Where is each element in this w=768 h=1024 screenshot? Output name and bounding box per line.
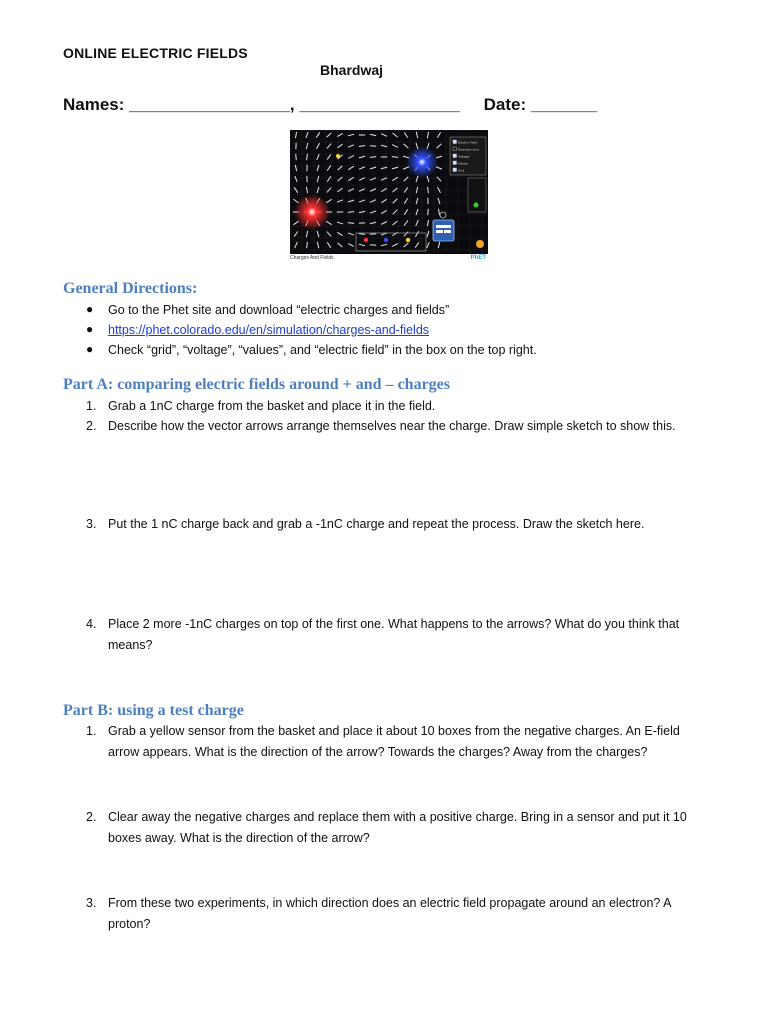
field-arrow — [416, 198, 418, 204]
field-arrow — [437, 177, 441, 182]
field-arrow — [359, 234, 365, 235]
part-b-item-3: From these two experiments, in which direction does an electric field propagate around an electron? A proton? — [108, 896, 671, 931]
part-a-item-2: Describe how the vector arrows arrange themselves near the charge. Draw simple sketch to show this. — [108, 419, 676, 433]
field-arrow — [317, 176, 319, 182]
field-arrow — [438, 198, 440, 204]
field-arrow — [404, 220, 408, 225]
checkbox-icon — [453, 168, 457, 172]
item-number: 3. — [86, 896, 97, 910]
field-arrow — [392, 133, 397, 137]
part-a-item-3: Put the 1 nC charge back and grab a -1nC charge and repeat the process. Draw the sketch here. — [108, 517, 645, 531]
field-arrow — [415, 242, 419, 247]
voltmeter-tool — [433, 212, 454, 241]
general-bullet-3: Check “grid”, “voltage”, “values”, and “electric field” in the box on the top right. — [108, 343, 537, 357]
field-arrow — [427, 231, 429, 237]
field-arrow — [392, 167, 398, 169]
field-arrow — [392, 244, 398, 247]
checkbox-label: Values — [458, 161, 468, 166]
sensor-dot — [336, 154, 340, 158]
item-number: 2. — [86, 419, 97, 433]
field-arrow — [393, 199, 398, 203]
checkbox-label: Electric Field — [458, 140, 477, 145]
control-panel — [450, 137, 486, 175]
field-arrow — [306, 187, 307, 193]
field-arrow — [317, 154, 319, 160]
part-b-heading: Part B: using a test charge — [63, 702, 244, 719]
part-b-item-2: Clear away the negative charges and replace them with a positive charge. Bring in a sensor and put it 10 boxes away. What is the direction of the arrow? — [108, 810, 687, 845]
field-arrow — [348, 244, 354, 247]
field-arrow — [338, 243, 343, 247]
item-number: 2. — [86, 810, 97, 824]
field-arrow — [348, 166, 353, 169]
checkbox-icon — [453, 147, 457, 151]
part-a-item-1: Grab a 1nC charge from the basket and place it in the field. — [108, 399, 436, 413]
tape-measure-icon — [474, 203, 479, 208]
field-arrow — [326, 221, 331, 224]
field-arrow — [348, 200, 354, 202]
field-arrow — [348, 233, 354, 235]
reset-button-icon — [476, 240, 484, 248]
field-arrow — [348, 212, 354, 213]
field-arrow — [307, 242, 308, 248]
checkbox-label: Voltage — [458, 154, 470, 159]
general-bullet-1: Go to the Phet site and download “electric charges and fields” — [108, 303, 450, 317]
field-arrow — [317, 231, 319, 237]
field-arrow — [294, 231, 298, 236]
field-arrow — [327, 154, 331, 159]
field-arrow — [427, 242, 430, 248]
field-arrow — [327, 176, 331, 181]
field-arrow — [348, 145, 354, 147]
field-arrow — [338, 177, 343, 181]
field-arrow — [370, 211, 376, 213]
item-number: 4. — [86, 617, 97, 631]
field-arrow — [370, 222, 376, 223]
field-arrow — [306, 132, 308, 138]
field-arrow — [317, 242, 319, 248]
field-arrow — [392, 145, 398, 148]
field-arrow — [404, 132, 408, 137]
field-arrow — [359, 146, 365, 147]
checkbox-label: Direction only — [458, 147, 479, 152]
figure-caption — [290, 255, 488, 265]
field-arrow — [326, 199, 331, 202]
field-arrow — [404, 243, 409, 247]
checkbox-icon — [453, 140, 457, 144]
part-b-item-1: Grab a yellow sensor from the basket and place it about 10 boxes from the negative charges. An E-field arrow appears. What is the direction of the arrow? Towards the charges? Away from the charges? — [108, 724, 680, 759]
field-arrow — [348, 134, 354, 136]
figure-caption-left: Charges And Fields — [290, 255, 334, 261]
field-arrow — [348, 223, 354, 224]
field-arrow — [316, 132, 320, 137]
checkbox-icon — [453, 161, 457, 165]
bullet-dot: ● — [86, 342, 94, 356]
field-arrow — [427, 132, 428, 138]
field-figure-svg — [290, 130, 488, 254]
phet-simulation-link[interactable]: https://phet.colorado.edu/en/simulation/charges-and-fields — [108, 323, 430, 337]
field-arrow — [439, 209, 440, 215]
item-number: 1. — [86, 399, 97, 413]
field-arrow — [415, 231, 418, 237]
field-arrow — [404, 198, 407, 203]
field-arrow — [428, 187, 429, 193]
item-number: 3. — [86, 517, 97, 531]
field-arrow — [438, 242, 439, 248]
positive-charge-glow — [294, 194, 330, 230]
field-arrow — [392, 157, 398, 158]
field-arrow — [427, 220, 428, 226]
field-arrow — [370, 234, 376, 235]
item-number: 1. — [86, 724, 97, 738]
field-arrow — [404, 144, 409, 148]
field-arrow — [370, 167, 376, 169]
field-arrow — [348, 156, 354, 159]
field-arrow — [295, 242, 298, 248]
field-arrow — [295, 132, 296, 138]
field-arrow — [327, 232, 331, 237]
names-date-line: Names: _________________, _________________ Date: _______ — [63, 95, 598, 114]
checkbox-label: Grid — [458, 168, 465, 173]
field-arrow — [437, 132, 440, 137]
field-arrow — [327, 242, 330, 247]
field-arrow — [295, 176, 297, 182]
general-directions-heading: General Directions: — [63, 280, 198, 297]
bullet-dot: ● — [86, 322, 94, 336]
field-arrow — [370, 134, 376, 135]
field-arrow — [359, 211, 365, 212]
field-arrow — [404, 177, 409, 182]
document-title: ONLINE ELECTRIC FIELDS — [63, 45, 248, 61]
phet-simulation-screenshot — [290, 130, 488, 254]
field-arrow — [327, 133, 332, 137]
field-arrow — [306, 143, 308, 149]
field-arrow — [416, 132, 417, 138]
field-arrow — [306, 231, 307, 237]
field-arrow — [393, 221, 398, 225]
field-arrow — [327, 144, 331, 149]
part-a-item-4: Place 2 more -1nC charges on top of the first one. What happens to the arrows? What do you think that means? — [108, 617, 680, 652]
field-arrow — [338, 166, 343, 170]
field-arrow — [370, 157, 376, 158]
checkbox-icon — [453, 154, 457, 158]
field-arrow — [437, 144, 442, 148]
field-arrow — [393, 210, 398, 214]
phet-logo: PhET — [470, 255, 486, 261]
field-arrow — [416, 220, 419, 226]
field-arrow — [307, 154, 308, 160]
part-a-heading: Part A: comparing electric fields around + and – charges — [63, 376, 450, 393]
negative-charge-glow — [406, 146, 438, 178]
field-arrow — [317, 143, 320, 149]
field-arrow — [404, 232, 408, 237]
author-name: Bhardwaj — [320, 62, 384, 78]
bullet-dot: ● — [86, 302, 94, 316]
